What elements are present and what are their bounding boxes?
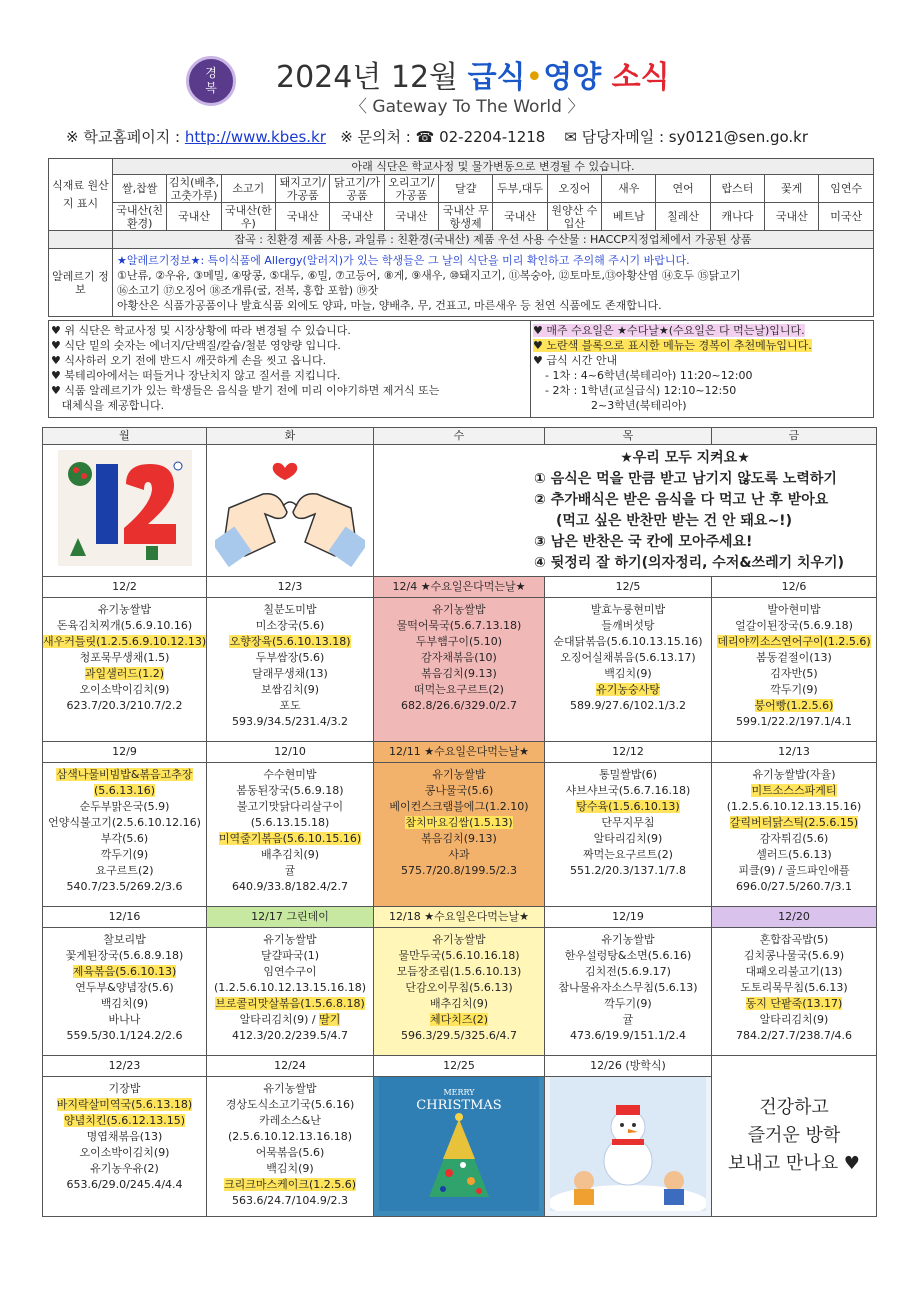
origin-country: 국내산 [330,203,384,231]
origin-country: 칠레산 [656,203,710,231]
menu-item: 봄동겉절이(13) [756,651,832,664]
title-date: 2024년 12월 [276,60,468,95]
day-header: 월 [43,428,207,445]
origin-country: 국내산 [167,203,221,231]
title-meal: 급식 [467,60,526,95]
subtitle: 〈 Gateway To The World 〉 [350,97,585,117]
date-cell: 12/4 ★수요일은다먹는날★ [374,577,545,598]
menu-cell-week2-thu [545,763,712,907]
menu-item: 대패오리불고기(13) [745,965,843,978]
note-meal-time: ♥ 급식 시간 안내 [533,354,618,367]
note-item: ♥ 식사하러 오기 전에 반드시 깨끗하게 손을 씻고 옵니다. [51,354,327,367]
menu-item: 유기농쌀밥 [432,933,486,946]
menu-item: 미역줄기볶음(5.6.10.15.16) [218,832,362,845]
menu-item: 부각(5.6) [100,832,149,845]
menu-item: 불고기맛닭다리살구이 [236,800,344,813]
origin-table [48,158,874,317]
menu-item: 붕어빵(1.2.5.6) [754,699,834,712]
date-cell: 12/25 [374,1056,545,1077]
menu-item: 오이소박이김치(9) [79,1146,170,1159]
homepage-label: ※ 학교홈페이지 : [66,128,185,146]
menu-item: 김치전(5.6.9.17) [585,965,671,978]
menu-item: 유기농쌀밥 [432,768,486,781]
menu-item: (1.2.5.6.10.12.13.15.16) [726,800,862,813]
menu-item: 과일샐러드(1.2) [84,667,165,680]
menu-item: 귤 [622,1013,634,1026]
menu-item: 발아현미밥 [767,603,821,616]
menu-item: 얼갈이된장국(5.6.9.18) [735,619,853,632]
menu-item: 달걀파국(1) [260,949,320,962]
menu-item: 596.3/29.5/325.6/4.7 [400,1029,518,1042]
title-nutrition: 영양 [543,60,612,95]
menu-item: 575.7/20.8/199.5/2.3 [400,864,518,877]
date-cell: 12/18 ★수요일은다먹는날★ [374,907,545,928]
note-first-shift: - 1차 : 4~6학년(북테리아) 11:20~12:00 [545,369,753,382]
farewell-line2: 즐거운 방학 [747,1125,841,1146]
menu-item: 돈육김치찌개(5.6.9.10.16) [56,619,193,632]
origin-country: 국내산 무항생제 [439,203,493,231]
menu-cell-week2-tue [207,763,374,907]
menu-item: 배추김치(9) [429,997,489,1010]
menu-item: 유기농숭사탕 [596,683,660,696]
menu-item: 백김치(9) [266,1162,314,1175]
menu-item: 오징어실채볶음(5.6.13.17) [560,651,696,664]
menu-item: 540.7/23.5/269.2/3.6 [66,880,183,893]
menu-item: 요구르트(2) [95,864,154,877]
origin-country: 국내산(한우) [221,203,275,231]
menu-item: 모듬장조림(1.5.6.10.13) [396,965,522,978]
origin-notice: 아래 식단은 학교사정 및 물가변동으로 변경될 수 있습니다. [113,159,874,175]
menu-cell-week4-mon [43,1077,207,1217]
menu-item: 알타리김치(9) / [239,1013,320,1026]
menu-item: 알타리김치(9) [759,1013,829,1026]
date-cell: 12/13 [712,742,877,763]
menu-item: 베이컨스크램블에그(1.2.10) [389,800,529,813]
menu-item: 임연수구이 [263,965,317,978]
menu-cell-week1-tue [207,598,374,742]
menu-item: 체다치즈(2) [429,1013,489,1026]
school-logo [186,56,236,106]
menu-item: 한우설렁탕&소면(5.6.16) [564,949,692,962]
contact-line [66,126,808,147]
origin-item: 쌀,찹쌀 [113,175,167,203]
allergy-info [113,249,874,317]
menu-cell-week3-fri [712,928,877,1056]
menu-item: 유기농우유(2) [90,1162,159,1175]
menu-item: 593.9/34.5/231.4/3.2 [231,715,349,728]
menu-item: 새우커틀릿(1.2.5.6.9.10.12.13) [43,635,207,648]
menu-cell-week4-tue [207,1077,374,1217]
menu-item: 통밀쌀밥(6) [598,768,658,781]
origin-country: 베트남 [602,203,656,231]
notes-right [531,321,873,417]
origin-item: 꽃게 [765,175,819,203]
menu-item: (5.6.13.16) [93,784,156,797]
date-cell: 12/20 [712,907,877,928]
origin-item: 김치(배추,고춧가루) [167,175,221,203]
menu-item: 유기농쌀밥 [432,603,486,616]
menu-item: 발효누룽현미밥 [590,603,666,616]
menu-item: 두부햄구이(5.10) [415,635,503,648]
date-cell: 12/3 [207,577,374,598]
menu-item: 바나나 [108,1013,141,1026]
menu-item: 유기농쌀밥 [601,933,655,946]
origin-country: 국내산 [384,203,438,231]
menu-item: 피클(9) / 골드파인애플 [738,864,850,877]
page-title [276,52,670,96]
origin-country: 원양산 수입산 [547,203,601,231]
menu-item: 달래무생채(13) [252,667,328,680]
menu-item: 589.9/27.6/102.1/3.2 [569,699,687,712]
date-cell: 12/24 [207,1056,374,1077]
menu-item: 카레소스&난 [259,1114,321,1127]
rule-2-note: (먹고 싶은 반찬만 받는 건 안 돼요~!) [556,512,792,529]
menu-item: 784.2/27.7/238.7/4.6 [735,1029,853,1042]
date-cell: 12/2 [43,577,207,598]
menu-item: 볶음김치(9.13) [421,832,497,845]
date-cell: 12/26 (방학식) [545,1056,712,1077]
origin-label: 식재료 원산지 표시 [49,159,113,231]
date-cell: 12/16 [43,907,207,928]
pinky-promise-icon [215,446,365,570]
menu-item: 알타리김치(9) [593,832,663,845]
menu-item: 참나물유자소스무침(5.6.13) [558,981,698,994]
menu-item: 볶음김치(9.13) [421,667,497,680]
menu-item: 순대닭볶음(5.6.10.13.15.16) [553,635,703,648]
logo-text-top: 경 [205,66,217,80]
menu-item: 김치콩나물국(5.6.9) [743,949,845,962]
menu-item: 도토리묵무침(5.6.13) [740,981,848,994]
menu-item: 셀러드(5.6.13) [756,848,832,861]
origin-item: 연어 [656,175,710,203]
menu-item: 오이소박이김치(9) [79,683,170,696]
day-header: 수 [374,428,545,445]
menu-item: 연두부&양념장(5.6) [75,981,174,994]
menu-item: 감자튀김(5.6) [759,832,829,845]
menu-item: 샤브샤브국(5.6.7.16.18) [565,784,691,797]
menu-item: 딸기 [319,1013,341,1026]
menu-item: 탕수육(1.5.6.10.13) [576,800,680,813]
date-cell: 12/12 [545,742,712,763]
menu-cell-week1-fri [712,598,877,742]
email-label: ✉ 담당자메일 : sy0121@sen.go.kr [564,128,809,146]
menu-item: 갈릭버터닭스틱(2.5.6.15) [729,816,859,829]
menu-item: 양념치킨(5.6.12.13.15) [63,1114,186,1127]
allergy-label: 알레르기 정보 [49,249,113,317]
origin-country: 국내산 [276,203,330,231]
menu-item: 깍두기(9) [100,848,149,861]
menu-item: (2.5.6.10.12.13.16.18) [227,1130,353,1143]
menu-item: 563.6/24.7/104.9/2.3 [231,1194,349,1207]
allergy-head: ★알레르기정보★ [117,253,201,267]
menu-item: 696.0/27.5/260.7/3.1 [735,880,853,893]
menu-item: 명엽채볶음(13) [86,1130,163,1143]
menu-item: 참치마요김쌈(1.5.13) [405,816,513,829]
menu-item: 데리야끼소스연어구이(1.2.5.6) [717,635,871,648]
menu-item: 오향장육(5.6.10.13.18) [229,635,351,648]
date-cell: 12/9 [43,742,207,763]
origin-country: 미국산 [819,203,874,231]
menu-item: 순두부맑은국(5.9) [79,800,170,813]
menu-item: 백김치(9) [100,997,149,1010]
rule-1: ① 음식은 먹을 만큼 받고 남기지 않도록 노력하기 [534,470,837,487]
note-second-shift-2: 2~3학년(북테리아) [591,399,687,412]
title-dot: • [525,60,544,95]
menu-cell-week1-thu [545,598,712,742]
origin-item: 오리고기/가공품 [384,175,438,203]
menu-item: 콩나물국(5.6) [424,784,494,797]
notes-box [48,320,874,418]
menu-cell-week3-thu [545,928,712,1056]
allergy-line4: 아황산은 식품가공품이나 발효식품 외에도 양파, 마늘, 양배추, 무, 건표고, 마른새우 등 천연 식품에도 존재합니다. [117,298,662,312]
menu-item: 물만두국(5.6.10.16.18) [398,949,520,962]
menu-item: 유기농쌀밥 [97,603,152,616]
menu-item: 크리크마스케이크(1.2.5.6) [223,1178,357,1191]
menu-cell-week1-mon [43,598,207,742]
christmas-text: CHRISTMAS [416,1098,502,1113]
homepage-link[interactable]: http://www.kbes.kr [184,128,326,146]
origin-item: 소고기 [221,175,275,203]
snowman-icon [550,1077,706,1211]
menu-item: 떠먹는요구르트(2) [414,683,504,696]
rule-4: ④ 뒷정리 잘 하기(의자정리, 수저&쓰레기 치우기) [534,554,844,571]
menu-item: 깍두기(9) [604,997,652,1010]
menu-item: 보쌈김치(9) [260,683,320,696]
note-item: 대체식을 제공합니다. [51,399,165,412]
phone-label: ※ 문의처 : ☎ 02-2204-1218 [340,128,546,146]
menu-item: 640.9/33.8/182.4/2.7 [231,880,349,893]
menu-item: 551.2/20.3/137.1/7.8 [569,864,687,877]
note-item: ♥ 위 식단은 학교사정 및 시장상황에 따라 변경될 수 있습니다. [51,324,351,337]
menu-item: 브로콜리맛살볶음(1.5.6.8.18) [215,997,365,1010]
origin-item: 랍스터 [710,175,764,203]
date-cell: 12/11 ★수요일은다먹는날★ [374,742,545,763]
menu-item: 김자반(5) [770,667,818,680]
menu-cell-week1-wed [374,598,545,742]
december-12-icon [50,446,200,570]
menu-cell-week3-tue [207,928,374,1056]
menu-item: 제육볶음(5.6.10.13) [72,965,177,978]
origin-country: 캐나다 [710,203,764,231]
origin-item: 닭고기/가공품 [330,175,384,203]
menu-item: 포도 [279,699,301,712]
menu-item: 배추김치(9) [260,848,320,861]
date-cell: 12/23 [43,1056,207,1077]
date-cell: 12/6 [712,577,877,598]
day-header: 화 [207,428,374,445]
menu-cell-week3-mon [43,928,207,1056]
menu-item: 봄동된장국(5.6.9.18) [236,784,344,797]
allergy-line1: : 특이식품에 Allergy(알러지)가 있는 학생들은 그 날의 식단을 미리 확인하고 주의해 주시기 바랍니다. [200,253,690,267]
origin-item: 오징어 [547,175,601,203]
allergy-line2: ①난류, ②우유, ③메밀, ④땅콩, ⑤대두, ⑥밀, ⑦고등어, ⑧게, ⑨새우, ⑩돼지고기, ⑪복숭아, ⑫토마토,⑬아황산염 ⑭호두 ⑮닭고기 [117,268,741,282]
menu-item: 언양식불고기(2.5.6.10.12.16) [48,816,201,829]
note-item: ♥ 북테리아에서는 떠들거나 장난치지 않고 질서를 지킵니다. [51,369,341,382]
menu-item: 경상도식소고기국(5.6.16) [225,1098,355,1111]
farewell-line3: 보내고 만나요 ♥ [728,1153,860,1174]
note-recommend: ♥ 노란색 블록으로 표시한 메뉴는 경복이 추천메뉴입니다. [533,339,812,352]
farewell-line1: 건강하고 [759,1097,829,1118]
note-item: ♥ 식단 밑의 숫자는 에너지/단백질/칼슘/철분 영양량 입니다. [51,339,341,352]
rule-2: ② 추가배식은 받은 음식을 다 먹고 난 후 받아요 [534,491,829,508]
menu-calendar [42,427,877,1217]
menu-item: 감자채볶음(10) [421,651,497,664]
allergy-line3: ⑯소고기 ⑰오징어 ⑱조개류(굴, 전복, 홍합 포함) ⑲잣 [117,283,379,297]
origin-item: 돼지고기/가공품 [276,175,330,203]
menu-item: 559.5/30.1/124.2/2.6 [66,1029,183,1042]
menu-item: 682.8/26.6/329.0/2.7 [400,699,518,712]
logo-text-bottom: 복 [205,81,217,95]
origin-item: 새우 [602,175,656,203]
rules-box [374,445,877,577]
christmas-tree-icon [379,1077,539,1211]
menu-item: (1.2.5.6.10.12.13.15.16.18) [213,981,367,994]
day-header: 금 [712,428,877,445]
farewell-message [712,1056,877,1217]
menu-item: 찰보리밥 [103,933,146,946]
origin-country: 국내산 [493,203,547,231]
pinky-promise-illustration [207,445,374,577]
menu-item: 물떡어묵국(5.6.7.13.18) [396,619,522,632]
merry-text: MERRY [443,1088,475,1097]
menu-item: 기장밥 [108,1082,141,1095]
menu-item: 바지락살미역국(5.6.13.18) [56,1098,193,1111]
menu-item: 어묵볶음(5.6) [255,1146,325,1159]
menu-item: 백김치(9) [604,667,652,680]
menu-item: 사과 [448,848,470,861]
origin-item: 임연수 [819,175,874,203]
rules-title: ★우리 모두 지켜요★ [620,449,750,466]
menu-item: 미트소스스파게티 [751,784,837,797]
menu-item: 칠분도미밥 [263,603,317,616]
origin-country: 국내산(친환경) [113,203,167,231]
date-cell: 12/10 [207,742,374,763]
menu-item: 들깨버섯탕 [601,619,655,632]
date-cell: 12/17 그린데이 [207,907,374,928]
menu-item: 유기농쌀밥 [263,1082,317,1095]
menu-item: 귤 [284,864,296,877]
menu-cell-week3-wed [374,928,545,1056]
winter-card [545,1077,712,1217]
title-news: 소식 [611,60,670,95]
menu-item: 동지 단팥죽(13.17) [745,997,843,1010]
menu-item: 수수현미밥 [263,768,317,781]
menu-item: 미소장국(5.6) [255,619,325,632]
menu-item: 473.6/19.9/151.1/2.4 [569,1029,687,1042]
note-second-shift: - 2차 : 1학년(교실급식) 12:10~12:50 [545,384,737,397]
menu-item: 412.3/20.2/239.5/4.7 [231,1029,349,1042]
origin-note: 잡곡 : 친환경 제품 사용, 과일류 : 친환경(국내산) 제품 우선 사용 수산물 : HACCP지정업체에서 가공된 상품 [113,231,874,249]
menu-item: 청포묵무생채(1.5) [79,651,170,664]
note-wednesday: ♥ 매주 수요일은 ★수다날★(수요일은 다 먹는날)입니다. [533,324,805,337]
december-illustration [43,445,207,577]
origin-item: 두부,대두 [493,175,547,203]
menu-cell-week2-wed [374,763,545,907]
rule-3: ③ 남은 반찬은 국 칸에 모아주세요! [534,533,753,550]
menu-item: 599.1/22.2/197.1/4.1 [735,715,853,728]
menu-item: 두부쌈장(5.6) [255,651,325,664]
menu-item: 삼색나물비빔밥&볶음고추장 [56,768,193,781]
day-header: 목 [545,428,712,445]
note-item: ♥ 식품 알레르기가 있는 학생들은 음식을 받기 전에 미리 이야기하면 제거식 또는 [51,384,440,397]
menu-item: 623.7/20.3/210.7/2.2 [66,699,183,712]
menu-cell-week2-mon [43,763,207,907]
notes-left [49,321,531,417]
date-cell: 12/19 [545,907,712,928]
origin-country: 국내산 [765,203,819,231]
menu-item: 단감오이무침(5.6.13) [405,981,513,994]
menu-item: 꽃게된장국(5.6.8.9.18) [65,949,184,962]
menu-item: 혼합잡곡밥(5) [759,933,829,946]
christmas-card [374,1077,545,1217]
menu-item: 유기농쌀밥(자율) [752,768,836,781]
menu-item: 유기농쌀밥 [263,933,317,946]
menu-cell-week2-fri [712,763,877,907]
menu-item: 짜먹는요구르트(2) [583,848,673,861]
origin-item: 달걀 [439,175,493,203]
menu-item: 깍두기(9) [770,683,818,696]
menu-item: 단무지무침 [601,816,655,829]
menu-item: 653.6/29.0/245.4/4.4 [66,1178,183,1191]
date-cell: 12/5 [545,577,712,598]
menu-item: (5.6.13.15.18) [250,816,330,829]
